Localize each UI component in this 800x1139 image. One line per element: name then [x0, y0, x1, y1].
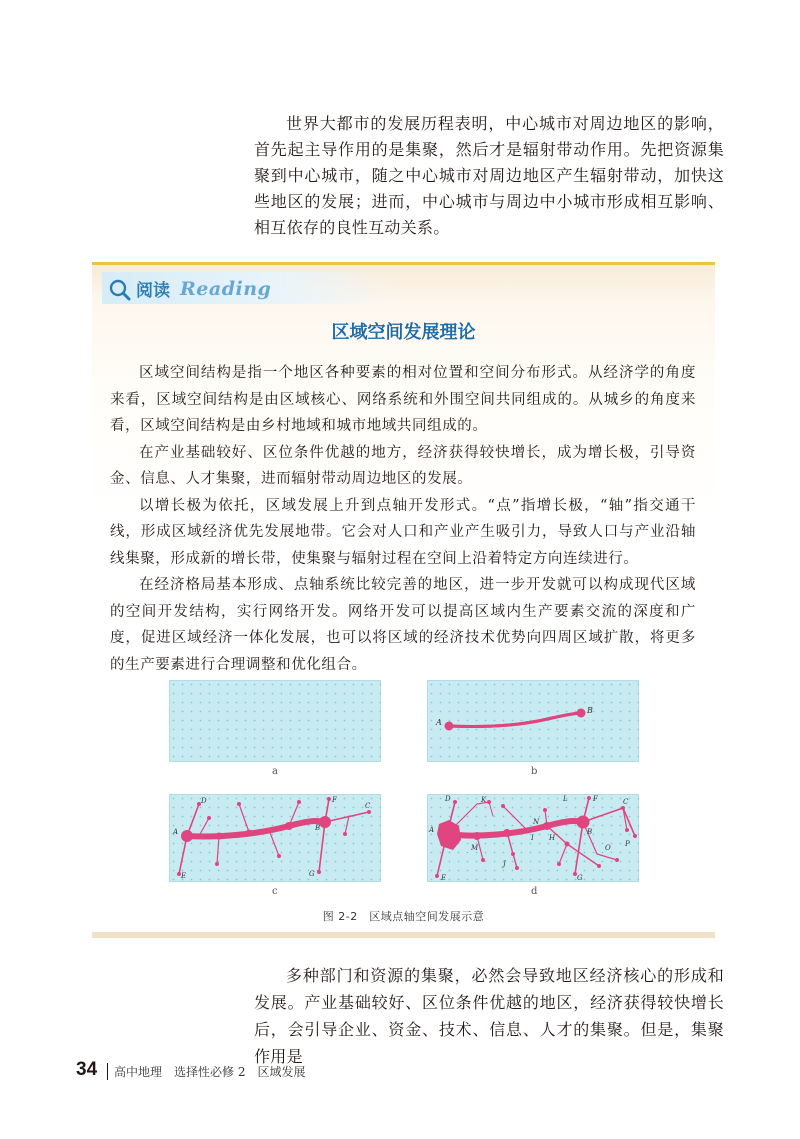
- point-label: J: [503, 860, 506, 868]
- point-label: B: [315, 824, 321, 832]
- reading-tag-cn: 阅读: [136, 281, 170, 301]
- book-info: 高中地理 选择性必修 2 区域发展: [114, 1065, 306, 1079]
- reading-top-rule: [92, 262, 715, 265]
- footer-divider: [107, 1063, 108, 1080]
- point-label: C: [623, 798, 629, 806]
- outro-paragraph: [254, 962, 724, 1070]
- page-number: 34: [76, 1059, 98, 1080]
- reading-paragraph: 区域空间结构是指一个地区各种要素的相对位置和空间分布形式。从经济学的角度来看，区域空间结构是由区域核心、网络系统和外围空间共同组成的。从城乡的角度来看，区域空间结构是由乡村地域和城市地域共同组成的。: [110, 365, 696, 434]
- point-label: F: [332, 796, 337, 804]
- reading-body: [110, 360, 696, 678]
- panel-b-map: [427, 680, 639, 762]
- point-label: G: [309, 870, 315, 878]
- point-label: L: [563, 795, 568, 803]
- reading-tag: [102, 272, 392, 304]
- figure-caption: 图 2-2 区域点轴空间发展示意: [322, 910, 485, 923]
- point-label: D: [445, 795, 451, 803]
- intro-text: 世界大都市的发展历程表明，中心城市对周边地区的影响，首先起主导作用的是集聚，然后才是辐射带动作用。先把资源集聚到中心城市，随之中心城市对周边地区产生辐射带动，加快这些地区的发展；进而，中心城市与周边中小城市形成相互影响、相互依存的良性互动关系。: [254, 114, 724, 237]
- reading-paragraph: 在产业基础较好、区位条件优越的地方，经济获得较快增长，成为增长极，引导资金、信息、人才集聚，进而辐射带动周边地区的发展。: [110, 444, 696, 487]
- growth-pole-b: [577, 709, 586, 718]
- point-label: B: [587, 828, 593, 836]
- point-label: P: [625, 840, 630, 848]
- figure-panel-a: [169, 680, 381, 762]
- point-label: C: [365, 802, 371, 810]
- point-label: M: [471, 844, 479, 852]
- intro-paragraph: [254, 111, 724, 241]
- reading-paragraph: 在经济格局基本形成、点轴系统比较完善的地区，进一步开发就可以构成现代区域的空间开发结构，实行网络开发。网络开发可以提高区域内生产要素交流的深度和广度，促进区域经济一体化发展，也可以将区域的经济技术优势向四周区域扩散，将更多的生产要素进行合理调整和优化组合。: [110, 577, 696, 673]
- panel-label-d: d: [531, 886, 538, 897]
- point-label: H: [549, 834, 556, 842]
- point-label: E: [181, 872, 187, 880]
- point-label: A: [436, 718, 442, 727]
- point-label: I: [531, 834, 534, 842]
- point-label: G: [577, 874, 583, 882]
- point-label: D: [201, 797, 207, 805]
- point-label: F: [593, 795, 598, 803]
- panel-c-map: [169, 794, 381, 882]
- reading-tag-en: Reading: [180, 278, 272, 300]
- point-label: N: [533, 818, 540, 826]
- panel-label-c: c: [272, 886, 278, 897]
- reading-box: [92, 262, 715, 938]
- point-label: B: [587, 706, 593, 715]
- reading-title: 区域空间发展理论: [331, 322, 476, 343]
- point-label: A: [429, 826, 435, 834]
- point-label: E: [441, 874, 447, 882]
- point-label: O: [605, 844, 611, 852]
- panel-label-a: a: [272, 766, 278, 777]
- panel-d-map: [427, 794, 639, 882]
- figure-panel-c: [169, 794, 381, 882]
- panel-label-b: b: [531, 766, 538, 777]
- magnifier-icon: [108, 278, 132, 302]
- reading-bottom-rule: [92, 932, 715, 938]
- point-label: K: [481, 796, 487, 804]
- point-label: A: [173, 828, 179, 836]
- figure-panel-d: [427, 794, 639, 882]
- growth-pole-a: [445, 722, 454, 731]
- outro-text: 多种部门和资源的集聚，必然会导致地区经济核心的形成和发展。产业基础较好、区位条件优越的地区，经济获得较快增长后，会引导企业、资金、技术、信息、人才的集聚。但是，集聚作用是: [254, 966, 724, 1066]
- figure-panel-b: [427, 680, 639, 762]
- panel-a-map: [169, 680, 381, 762]
- reading-paragraph: 以增长极为依托，区域发展上升到点轴开发形式。“点”指增长极，“轴”指交通干线，形成区域经济优先发展地带。它会对人口和产业产生吸引力，导致人口与产业沿轴线集聚，形成新的增长带，使集聚与辐射过程在空间上沿着特定方向连续进行。: [110, 497, 696, 567]
